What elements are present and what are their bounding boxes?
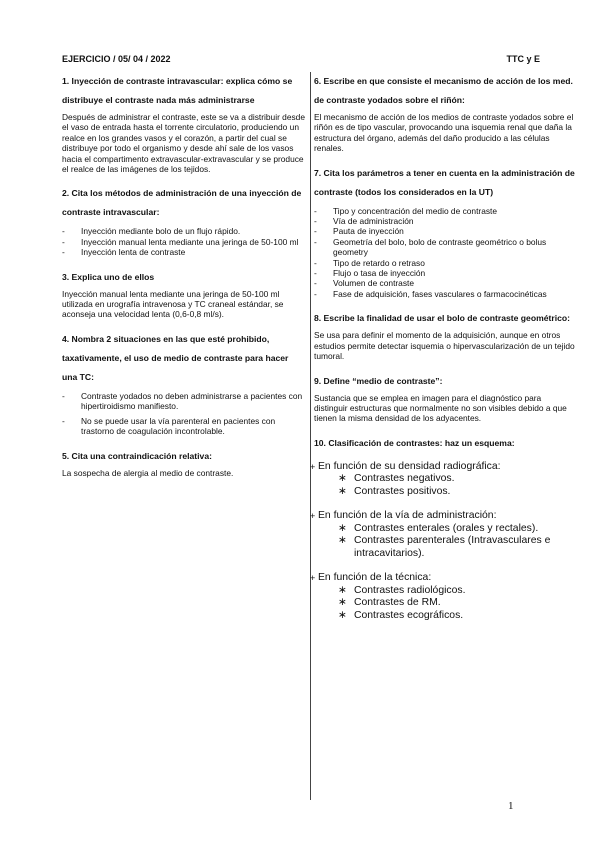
question-3 [62, 268, 305, 320]
question-6 [314, 72, 576, 154]
question-title: 7. Cita los parámetros a tener en cuenta en la administración de contraste (todos los considerados en la UT) [314, 167, 575, 197]
question-2 [62, 184, 305, 257]
question-5 [62, 447, 305, 478]
question-title: 10. Clasificación de contrastes: haz un esquema: [314, 437, 515, 448]
group-list [338, 585, 576, 623]
question-7 [314, 164, 576, 300]
question-title: 1. Inyección de contraste intravascular: explica cómo se distribuye el contraste nada más administrarse [62, 76, 293, 105]
list-item: - Inyección mediante bolo de un flujo rápido. [62, 226, 305, 236]
answer-text: El mecanismo de acción de los medios de contraste yodados sobre el riñón es de tipo vascular, provocando una isquemia renal que daña la estructura del órgano, además del daño producido a las células renales. [314, 112, 574, 154]
list-item: - Inyección manual lenta mediante una jeringa de 50-100 ml [62, 237, 305, 247]
answer-list [62, 226, 305, 257]
answer-text: Inyección manual lenta mediante una jeringa de 50-100 ml utilizada en urografía intravenosa y TC craneal estándar, se aconseja una velocidad lenta (0,6-0,8 ml/s). [62, 288, 284, 320]
list-item: - Flujo o tasa de inyección [314, 268, 576, 278]
page-number: 1 [508, 800, 514, 812]
question-title: 8. Escribe la finalidad de usar el bolo de contraste geométrico: [314, 313, 570, 324]
list-item: - Tipo y concentración del medio de contraste [314, 206, 576, 216]
answer-text: Después de administrar el contraste, este se va a distribuir desde el vaso de entrada hasta el torrente circulatorio, produciendo un realce en los grandes vasos y el corazón, a partir del cual se distribuye por todo el organismo y desde ahí sale de los vasos hacia el compartimento extravascular-extravascular y se produce el realce de las imágenes de los tejidos. [62, 112, 305, 175]
list-item: - Vía de administración [314, 216, 576, 226]
group-list [338, 523, 576, 561]
group-lead: + En función de la técnica: [314, 572, 576, 585]
list-item: - Contraste yodados no deben administrarse a pacientes con hipertiroidismo manifiesto. [62, 391, 305, 412]
question-title: 6. Escribe en que consiste el mecanismo de acción de los med. de contraste yodados sobre el riñón: [314, 76, 573, 105]
group-list [338, 473, 576, 498]
list-item: ∗ Contrastes radiológicos. [338, 585, 576, 598]
classification-group [314, 572, 576, 622]
answer-list [314, 206, 576, 300]
question-8 [314, 309, 576, 361]
list-item: ∗ Contrastes de RM. [338, 597, 576, 610]
list-item: ∗ Contrastes enterales (orales y rectales). [338, 523, 576, 536]
answer-text: Se usa para definir el momento de la adquisición, aunque en otros estudios permite detectar isquemia o hipervascularización de un tejido tumoral. [314, 330, 575, 362]
list-item: - Volumen de contraste [314, 278, 576, 288]
classification-group [314, 461, 576, 499]
question-title: 2. Cita los métodos de administración de una inyección de contraste intravascular: [62, 188, 302, 218]
question-title: 9. Define “medio de contraste”: [314, 375, 443, 386]
group-lead: + En función de su densidad radiográfica: [314, 461, 576, 474]
answer-list [62, 391, 305, 437]
list-item: - Tipo de retardo o retraso [314, 258, 576, 268]
list-item: ∗ Contrastes parenterales (Intravasculares e intracavitarios). [338, 535, 576, 560]
answer-text: Sustancia que se emplea en imagen para el diagnóstico para distinguir estructuras que normalmente no son visibles debido a que tienen la misma densidad de los adyacentes. [314, 392, 567, 424]
list-item: - Fase de adquisición, fases vasculares o farmacocinéticas [314, 289, 576, 299]
header-subject: TTC y E [506, 54, 540, 64]
list-item: - Geometría del bolo, bolo de contraste geométrico o bolus geometry [314, 237, 576, 258]
list-item: - No se puede usar la vía parenteral en pacientes con trastorno de coagulación incontrolable. [62, 416, 305, 437]
left-column [62, 72, 305, 488]
question-4 [62, 330, 305, 437]
question-title: 4. Nombra 2 situaciones en las que esté prohibido, taxativamente, el uso de medio de contraste para hacer una TC: [62, 333, 289, 382]
list-item: - Inyección lenta de contraste [62, 247, 305, 257]
answer-text: La sospecha de alergia al medio de contraste. [62, 467, 234, 478]
classification-group [314, 510, 576, 560]
question-title: 5. Cita una contraindicación relativa: [62, 450, 212, 461]
column-divider [310, 72, 311, 800]
question-9 [314, 372, 576, 424]
list-item: ∗ Contrastes positivos. [338, 486, 576, 499]
list-item: ∗ Contrastes negativos. [338, 473, 576, 486]
question-10 [314, 434, 576, 623]
right-column [314, 72, 576, 634]
header-exercise-date: EJERCICIO / 05/ 04 / 2022 [62, 54, 171, 64]
list-item: ∗ Contrastes ecográficos. [338, 610, 576, 623]
question-1 [62, 72, 305, 174]
group-lead: + En función de la vía de administración: [314, 510, 576, 523]
list-item: - Pauta de inyección [314, 226, 576, 236]
question-title: 3. Explica uno de ellos [62, 271, 155, 282]
